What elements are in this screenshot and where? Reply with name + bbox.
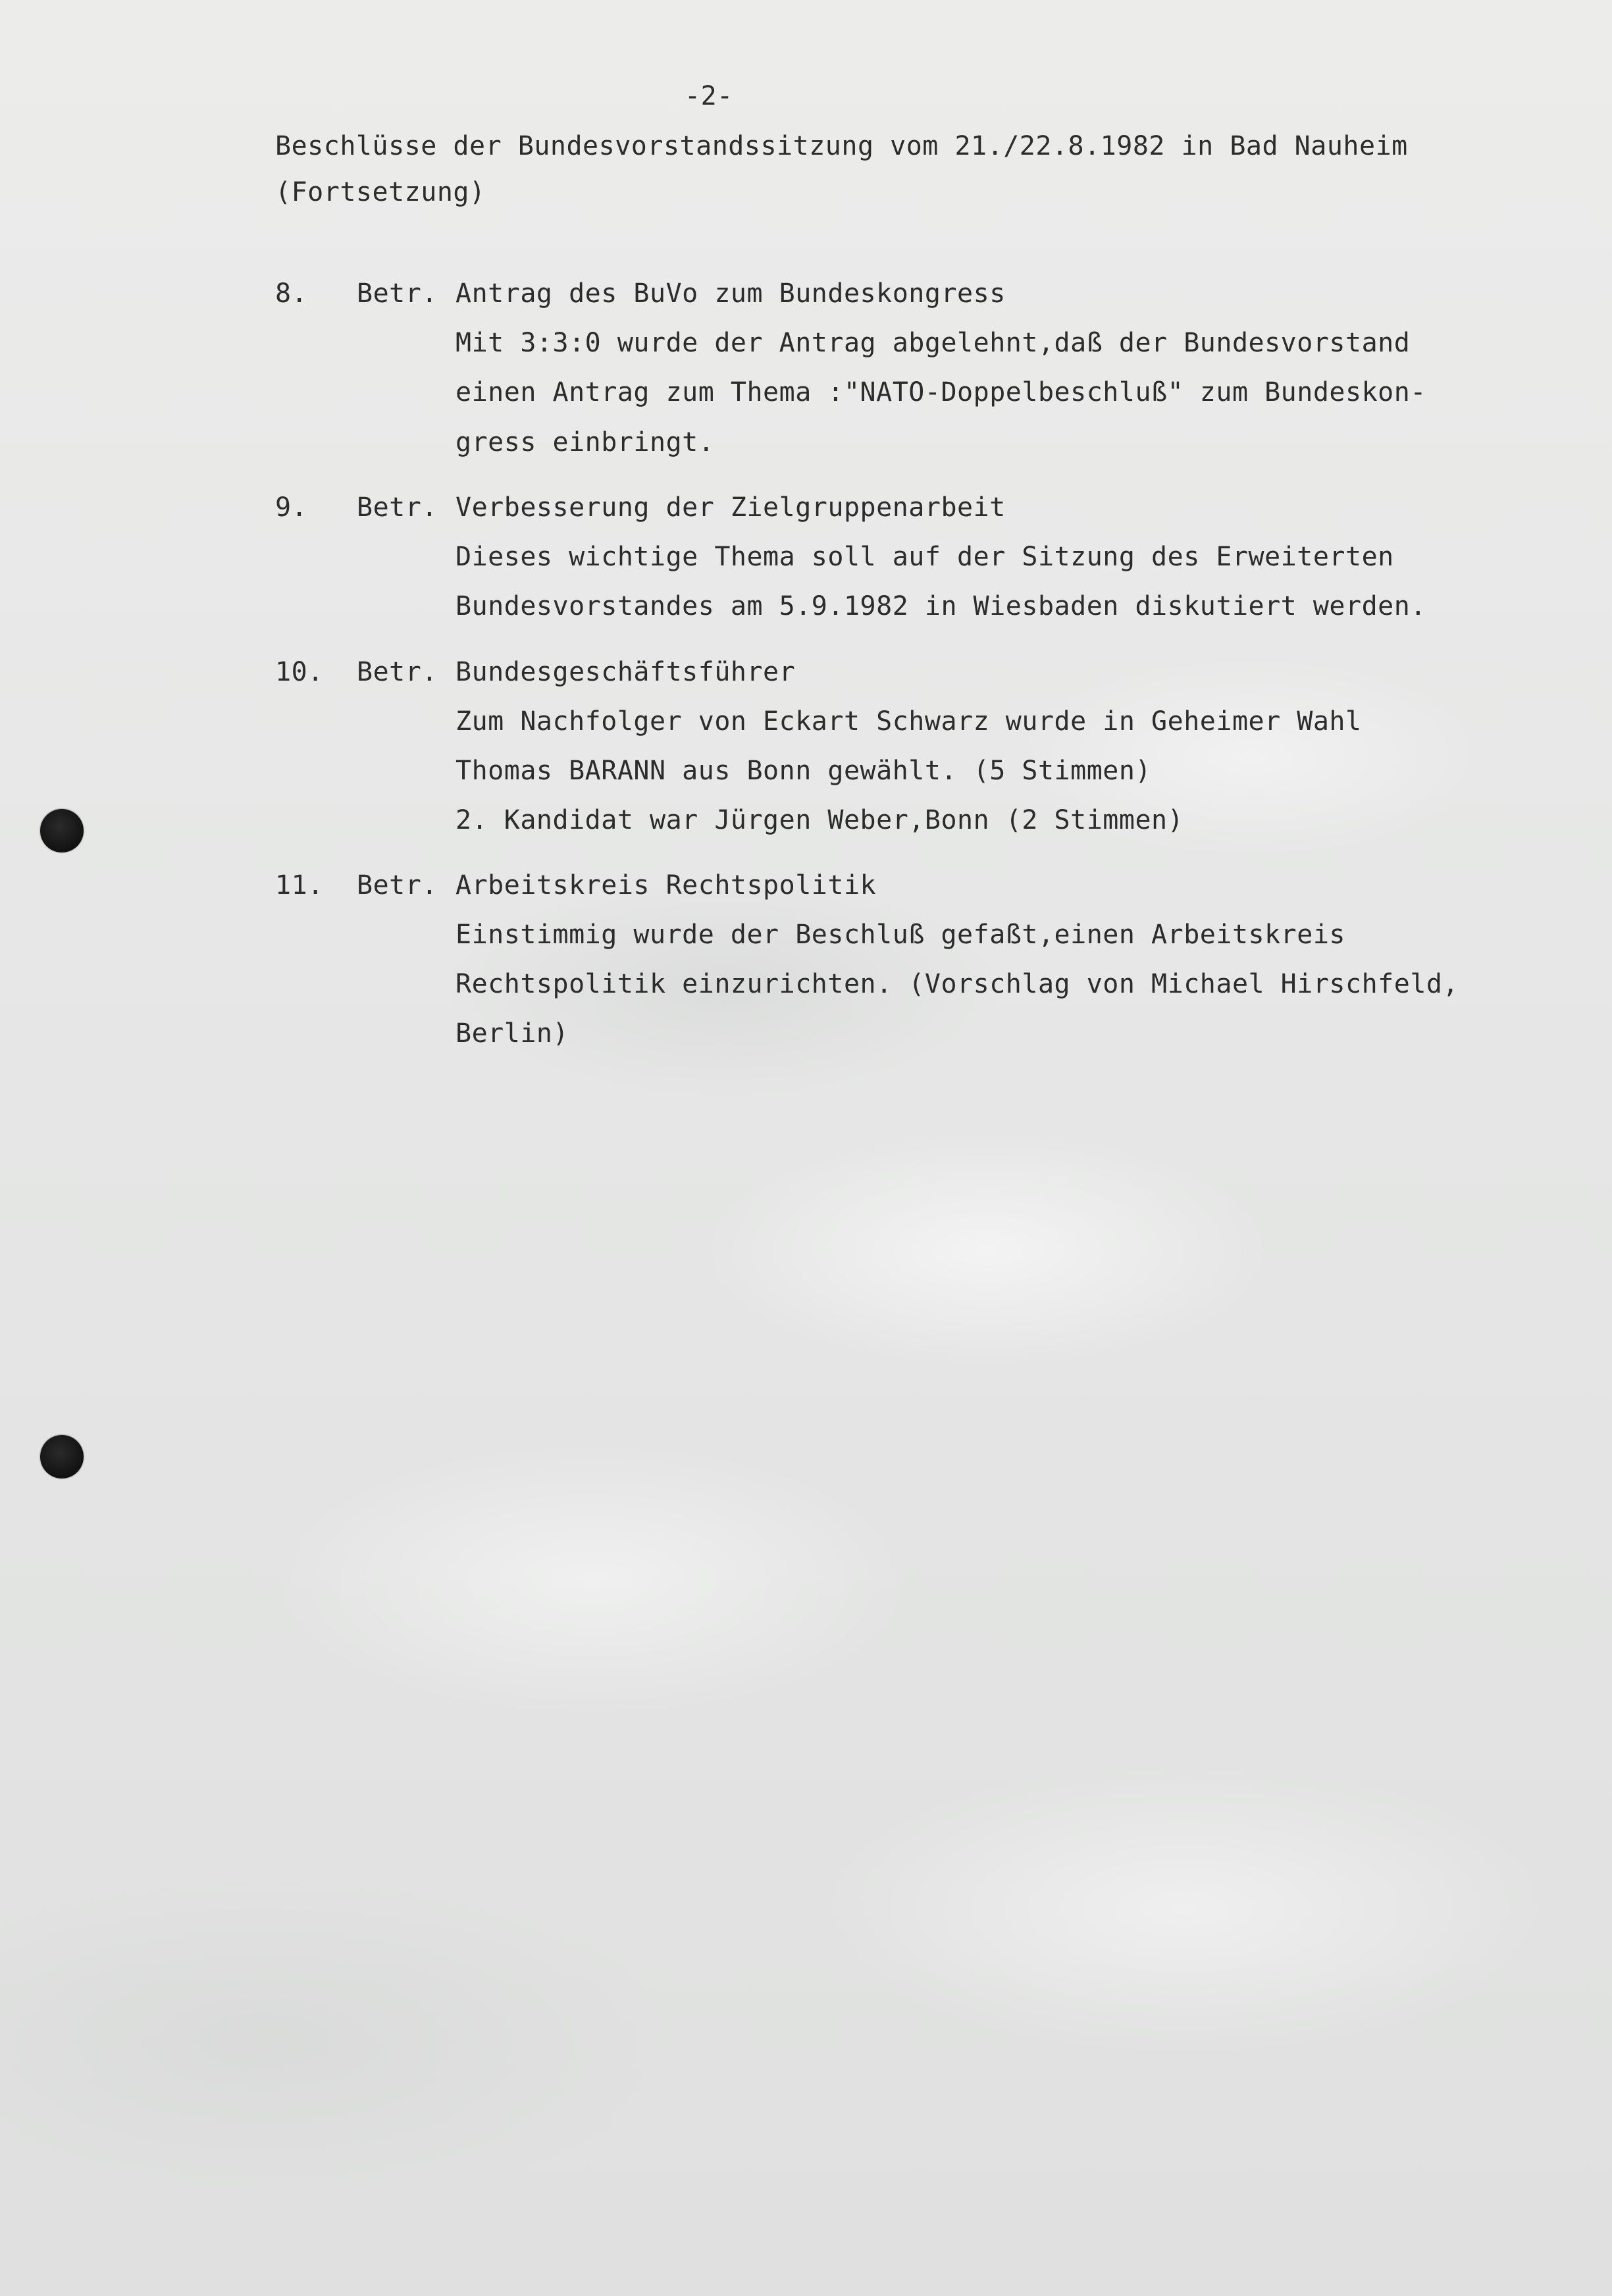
item-text-line: Zum Nachfolger von Eckart Schwarz wurde in Geheimer Wahl	[455, 706, 1362, 737]
item-subject: Verbesserung der Zielgruppenarbeit	[455, 492, 1006, 523]
item-subject: Bundesgeschäftsführer	[455, 657, 796, 687]
item-text-line: Rechtspolitik einzurichten. (Vorschlag von Michael Hirschfeld,	[455, 969, 1459, 999]
item-subject: Arbeitskreis Rechtspolitik	[455, 870, 877, 900]
item-text-line: Mit 3:3:0 wurde der Antrag abgelehnt,daß der Bundesvorstand	[455, 328, 1411, 358]
item-betr-label: Betr.	[357, 492, 438, 523]
item-text-line: Thomas BARANN aus Bonn gewählt. (5 Stimmen)	[455, 756, 1152, 786]
item-text-line: Dieses wichtige Thema soll auf der Sitzung des Erweiterten	[455, 542, 1394, 572]
item-number: 9.	[275, 492, 308, 523]
item-betr-label: Betr.	[357, 870, 438, 900]
item-betr-label: Betr.	[357, 657, 438, 687]
item-betr-label: Betr.	[357, 278, 438, 309]
item-text-line: gress einbringt.	[455, 427, 715, 457]
page-number: -2-	[685, 81, 733, 111]
item-number: 8.	[275, 278, 308, 309]
item-text-line: Berlin)	[455, 1018, 569, 1049]
item-text-line: 2. Kandidat war Jürgen Weber,Bonn (2 Stimmen)	[455, 805, 1184, 835]
item-number: 10.	[275, 657, 324, 687]
punch-hole	[40, 1435, 84, 1478]
punch-hole	[40, 809, 84, 852]
item-text-line: Bundesvorstandes am 5.9.1982 in Wiesbaden diskutiert werden.	[455, 591, 1426, 621]
document-heading: Beschlüsse der Bundesvorstandssitzung vom 21./22.8.1982 in Bad Nauheim	[275, 131, 1408, 161]
item-text-line: Einstimmig wurde der Beschluß gefaßt,einen Arbeitskreis	[455, 920, 1346, 950]
item-subject: Antrag des BuVo zum Bundeskongress	[455, 278, 1006, 309]
item-number: 11.	[275, 870, 324, 900]
item-text-line: einen Antrag zum Thema :"NATO-Doppelbeschluß" zum Bundeskon-	[455, 377, 1426, 407]
document-heading-continuation: (Fortsetzung)	[275, 177, 486, 207]
